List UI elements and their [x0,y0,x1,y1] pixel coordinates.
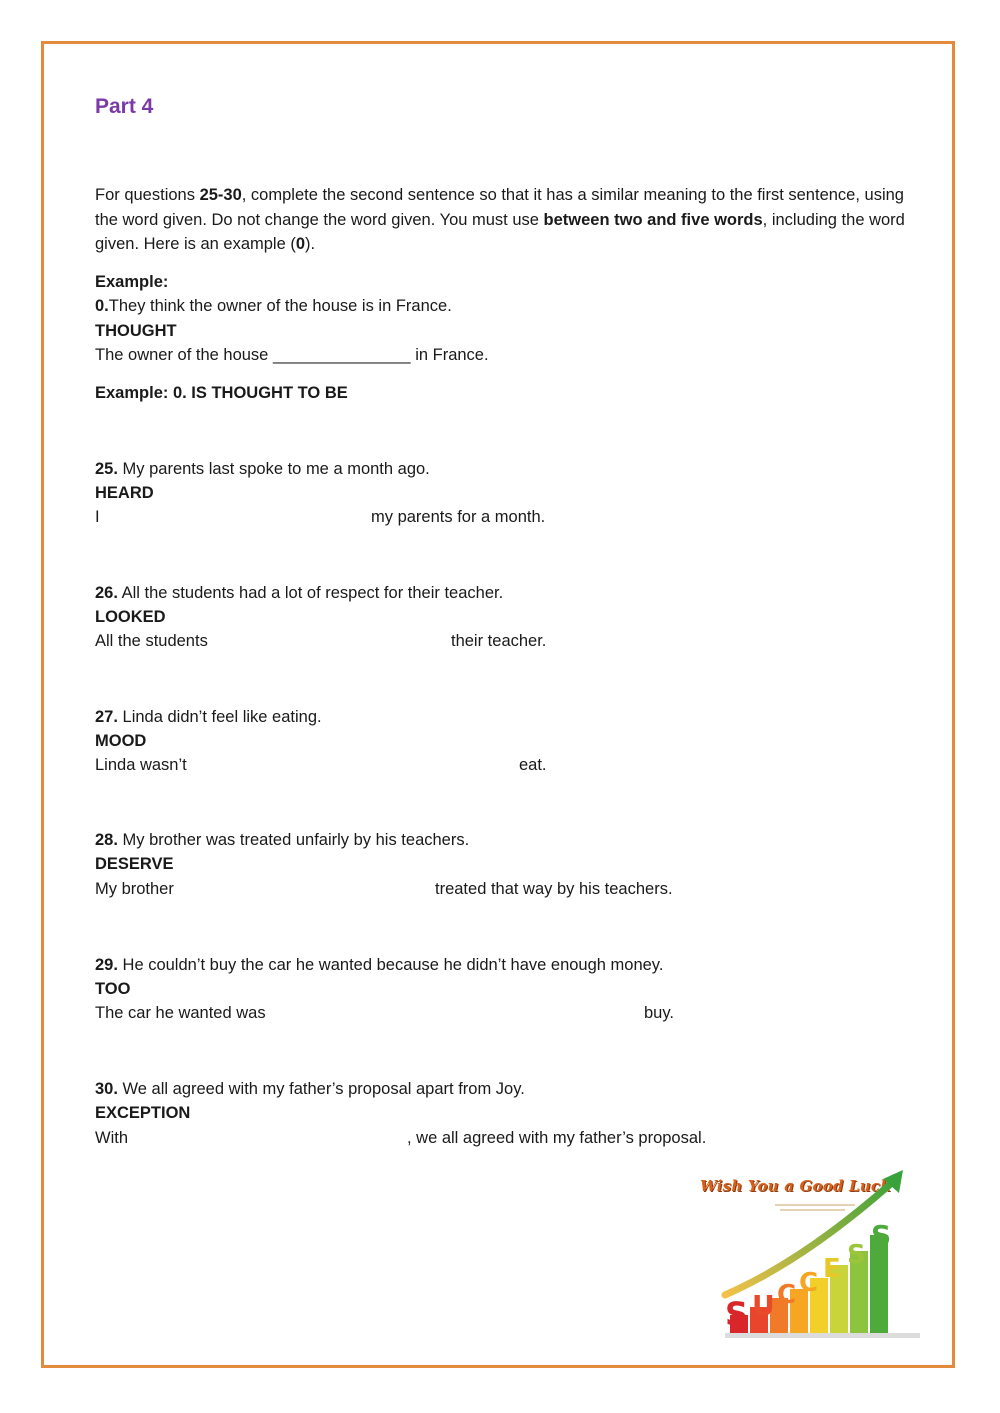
rewrite-start: All the students [95,632,208,650]
example-rewrite [95,343,489,367]
instructions-text: ). [305,235,316,253]
question-keyword: DESERVE [95,855,174,873]
example-keyword: THOUGHT [95,322,177,340]
logo-letter: C [799,1268,819,1298]
question-text: All the students had a lot of respect for their teacher. [117,584,504,602]
rewrite-start: With [95,1129,128,1147]
question-text: Linda didn’t feel like eating. [117,708,322,726]
example-number: 0 [295,235,306,253]
question-text: We all agreed with my father’s proposal apart from Joy. [117,1080,525,1098]
rewrite-end: my parents for a month. [371,508,546,526]
question-number: 29. [95,956,118,974]
rewrite-end: eat. [519,756,547,774]
question-keyword: HEARD [95,484,154,502]
example-answer: Example: 0. IS THOUGHT TO BE [95,384,348,402]
example-rewrite-end: in France. [410,346,489,364]
question-text: My brother was treated unfairly by his teachers. [117,831,470,849]
question-number: 26. [95,584,118,602]
example-heading: Example: [95,273,169,291]
question-sentence [95,828,469,852]
question-keyword: TOO [95,980,131,998]
question-sentence [95,953,663,977]
logo-tagline: Wish You a Good Luck [700,1177,891,1195]
logo-letter: S [847,1240,866,1270]
question-sentence [95,705,322,729]
question-keyword: EXCEPTION [95,1104,191,1122]
question-number: 28. [95,831,118,849]
question-sentence [95,581,503,605]
logo-letter: E [823,1254,841,1284]
question-text: He couldn’t buy the car he wanted because he didn’t have enough money. [117,956,664,974]
example-sentence-text: They think the owner of the house is in France. [108,297,452,315]
question-sentence [95,457,430,481]
logo-letter: S [725,1295,749,1333]
question-range: 25-30 [199,186,242,204]
instructions [95,183,910,257]
rewrite-start: The car he wanted was [95,1004,266,1022]
example-rewrite-start: The owner of the house [95,346,273,364]
rewrite-start: Linda wasn’t [95,756,187,774]
example-blank: _______________ [272,346,411,364]
logo-letter: U [752,1289,775,1322]
question-keyword: LOOKED [95,608,166,626]
question-number: 25. [95,460,118,478]
question-number: 30. [95,1080,118,1098]
question-keyword: MOOD [95,732,147,750]
question-sentence [95,1077,525,1101]
example-number: 0. [95,297,109,315]
logo-letter: C [777,1280,797,1310]
word-limit: between two and five words [543,210,763,229]
example-sentence [95,294,452,318]
instructions-text: , including the word given. Here is an example ( [95,210,905,253]
question-text: My parents last spoke to me a month ago. [117,460,430,478]
question-number: 27. [95,708,118,726]
rewrite-start: I [95,508,100,526]
rewrite-end: , we all agreed with my father’s proposal. [407,1129,707,1147]
rewrite-start: My brother [95,880,174,898]
rewrite-end: treated that way by his teachers. [435,880,673,898]
rewrite-end: their teacher. [451,632,547,650]
instructions-text: , complete the second sentence so that it has a similar meaning to the first sentence, using the word given. Do not change the word given. You must use [95,186,904,229]
instructions-text: For questions [95,186,200,204]
success-logo [695,1165,925,1345]
logo-letter: S [871,1219,892,1252]
page-title: Part 4 [95,95,154,118]
rewrite-end: buy. [644,1004,674,1022]
